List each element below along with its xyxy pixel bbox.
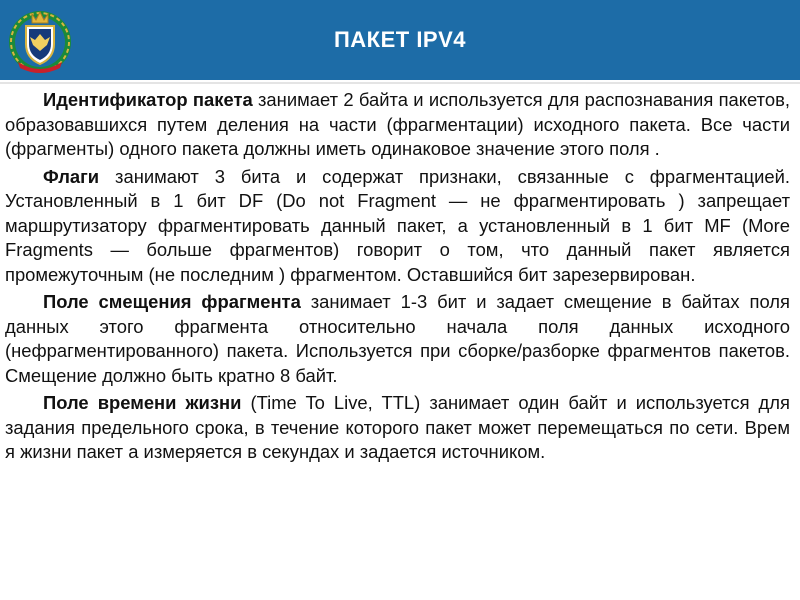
paragraph-ttl <box>5 391 790 465</box>
term-fragment-offset: Поле смещения фрагмента <box>43 291 301 312</box>
term-ttl: Поле времени жизни <box>43 392 242 413</box>
text-fragment-offset: занимает 1-3 бит и задает смещение в байтах поля данных этого фрагмента относительно начала поля данных исходного (нефрагментированного) пакета. Используется при сборке/разборке фрагментов пакетов. Смещение должно быть кратно 8 байт. <box>5 291 790 386</box>
text-flags: занимают 3 бита и содержат признаки, связанные с фрагментацией. Установленный в 1 бит DF (Do not Fragment — не фрагментировать ) запрещает маршрутизатору фрагментировать данный пакет, а установленный в 1 бит MF (More Fragments — больше фрагментов) говорит о том, что данный пакет является промежуточным (не последним ) фрагментом. Оставшийся бит зарезервирован. <box>5 165 790 285</box>
paragraph-flags <box>5 165 790 288</box>
slide-title: ПАКЕТ IPV4 <box>333 27 467 52</box>
paragraph-fragment-offset <box>5 290 790 388</box>
paragraph-packet-id <box>5 88 790 162</box>
text-packet-id: занимает 2 байта и используется для распознавания пакетов, образовавшихся путем деления на части (фрагментации) исходного пакета. Все части (фрагменты) одного пакета должны иметь одинаковое значение этого поля . <box>5 89 790 159</box>
slide-header <box>0 0 800 80</box>
slide-body <box>5 88 790 468</box>
header-divider <box>0 82 800 84</box>
term-packet-id: Идентификатор пакета <box>43 89 253 110</box>
coat-of-arms-emblem-icon <box>4 4 76 76</box>
term-flags: Флаги <box>43 165 100 187</box>
text-ttl: (Time To Live, TTL) занимает один байт и используется для задания предельного срока, в течение которого пакет может перемещаться по сети. Врем я жизни пакет а измеряется в секундах и задается источником. <box>5 392 790 462</box>
